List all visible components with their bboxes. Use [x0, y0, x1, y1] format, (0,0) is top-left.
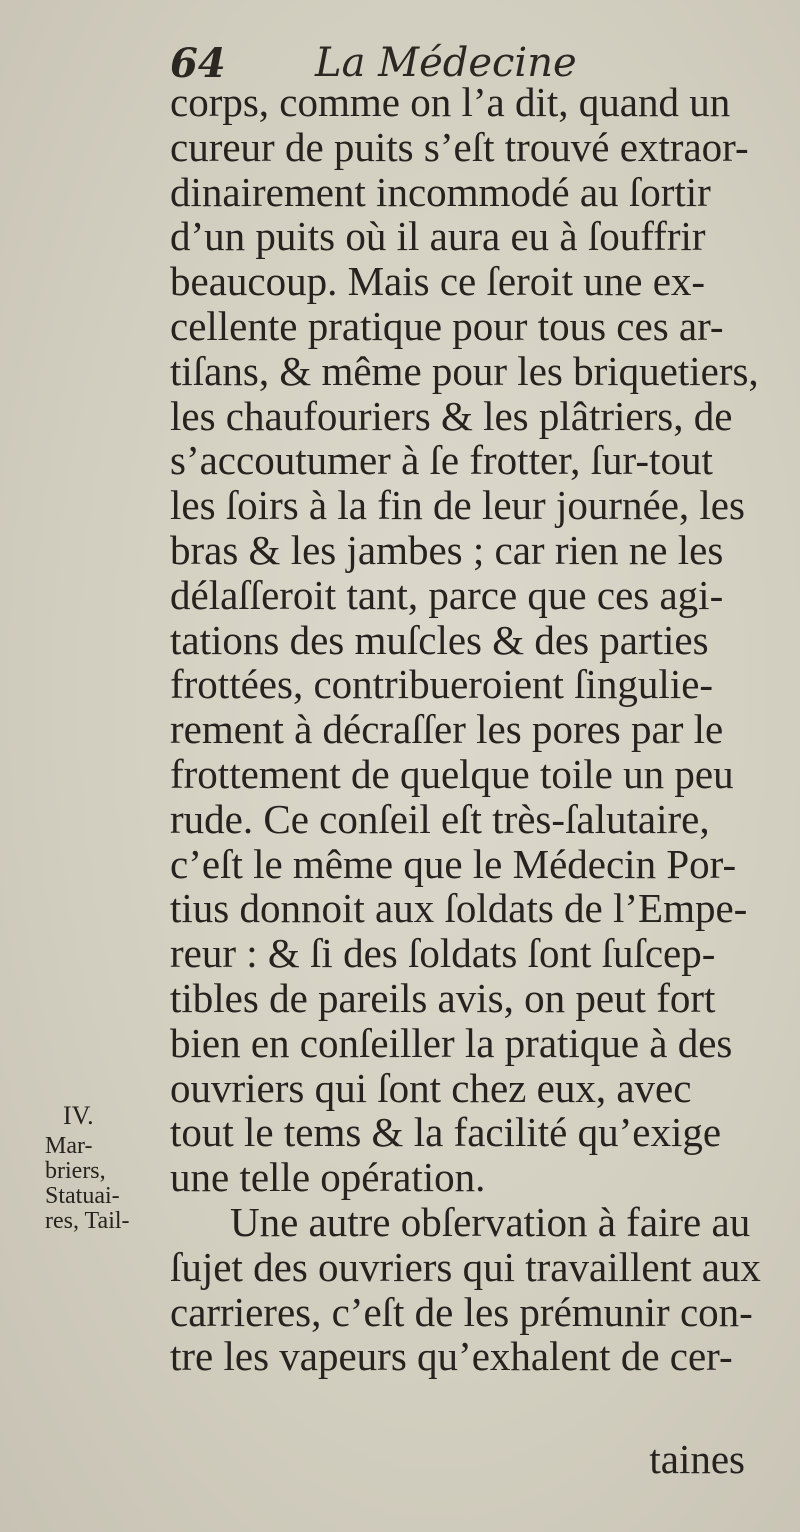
text-line: corps, comme on l’a dit, quand un: [170, 79, 731, 125]
text-line: beaucoup. Mais ce ſeroit une ex-: [170, 258, 706, 305]
margin-note: [45, 1103, 165, 1234]
text-line: rude. Ce conſeil eſt très-ſalutaire,: [170, 795, 710, 842]
body-text: [170, 80, 770, 1379]
text-line: ſujet des ouvriers qui travaillent aux: [170, 1243, 761, 1290]
text-line: une telle opération.: [170, 1154, 486, 1201]
text-line: tiſans, & même pour les briquetiers,: [170, 347, 759, 394]
page-number: 64: [170, 40, 226, 87]
margin-note-line: Statuai-: [45, 1183, 120, 1209]
text-line: ouvriers qui ſont chez eux, avec: [170, 1064, 692, 1111]
text-line: tations des muſcles & des parties: [170, 616, 709, 663]
margin-note-line: briers,: [45, 1158, 106, 1184]
text-line: les chaufouriers & les plâtriers, de: [170, 392, 733, 439]
text-line: tibles de pareils avis, on peut fort: [170, 974, 716, 1021]
text-line: tius donnoit aux ſoldats de l’Empe-: [170, 885, 748, 932]
text-line: bras & les jambes ; car rien ne les: [170, 526, 724, 573]
margin-note-line: Mar-: [45, 1133, 93, 1159]
running-head: La Médecine: [315, 40, 577, 86]
catchword: taines: [649, 1436, 745, 1482]
text-line: dinairement incommodé au ſortir: [170, 168, 711, 215]
text-line: délaſſeroit tant, parce que ces agi-: [170, 571, 724, 618]
text-line: Une autre obſervation à faire au: [230, 1198, 751, 1245]
margin-note-line: res, Tail-: [45, 1208, 130, 1234]
text-line: tre les vapeurs qu’exhalent de cer-: [170, 1333, 733, 1380]
text-line: tout le tems & la facilité qu’exige: [170, 1109, 722, 1156]
text-line: les ſoirs à la fin de leur journée, les: [170, 482, 745, 529]
text-line: c’eſt le même que le Médecin Por-: [170, 840, 737, 887]
margin-note-number: IV.: [63, 1101, 94, 1130]
text-line: cureur de puits s’eſt trouvé extraor-: [170, 123, 749, 170]
text-line: reur : & ſi des ſoldats ſont ſuſcep-: [170, 930, 716, 977]
text-line: s’accoutumer à ſe frotter, ſur-tout: [170, 437, 713, 484]
text-line: frottées, contribueroient ſingulie-: [170, 661, 714, 708]
text-line: d’un puits où il aura eu à ſouffrir: [170, 213, 706, 260]
text-line: bien en conſeiller la pratique à des: [170, 1019, 733, 1066]
text-line: rement à décraſſer les pores par le: [170, 706, 724, 753]
text-line: carrieres, c’eſt de les prémunir con-: [170, 1288, 753, 1335]
text-line: frottement de quelque toile un peu: [170, 750, 734, 797]
text-line: cellente pratique pour tous ces ar-: [170, 302, 724, 349]
